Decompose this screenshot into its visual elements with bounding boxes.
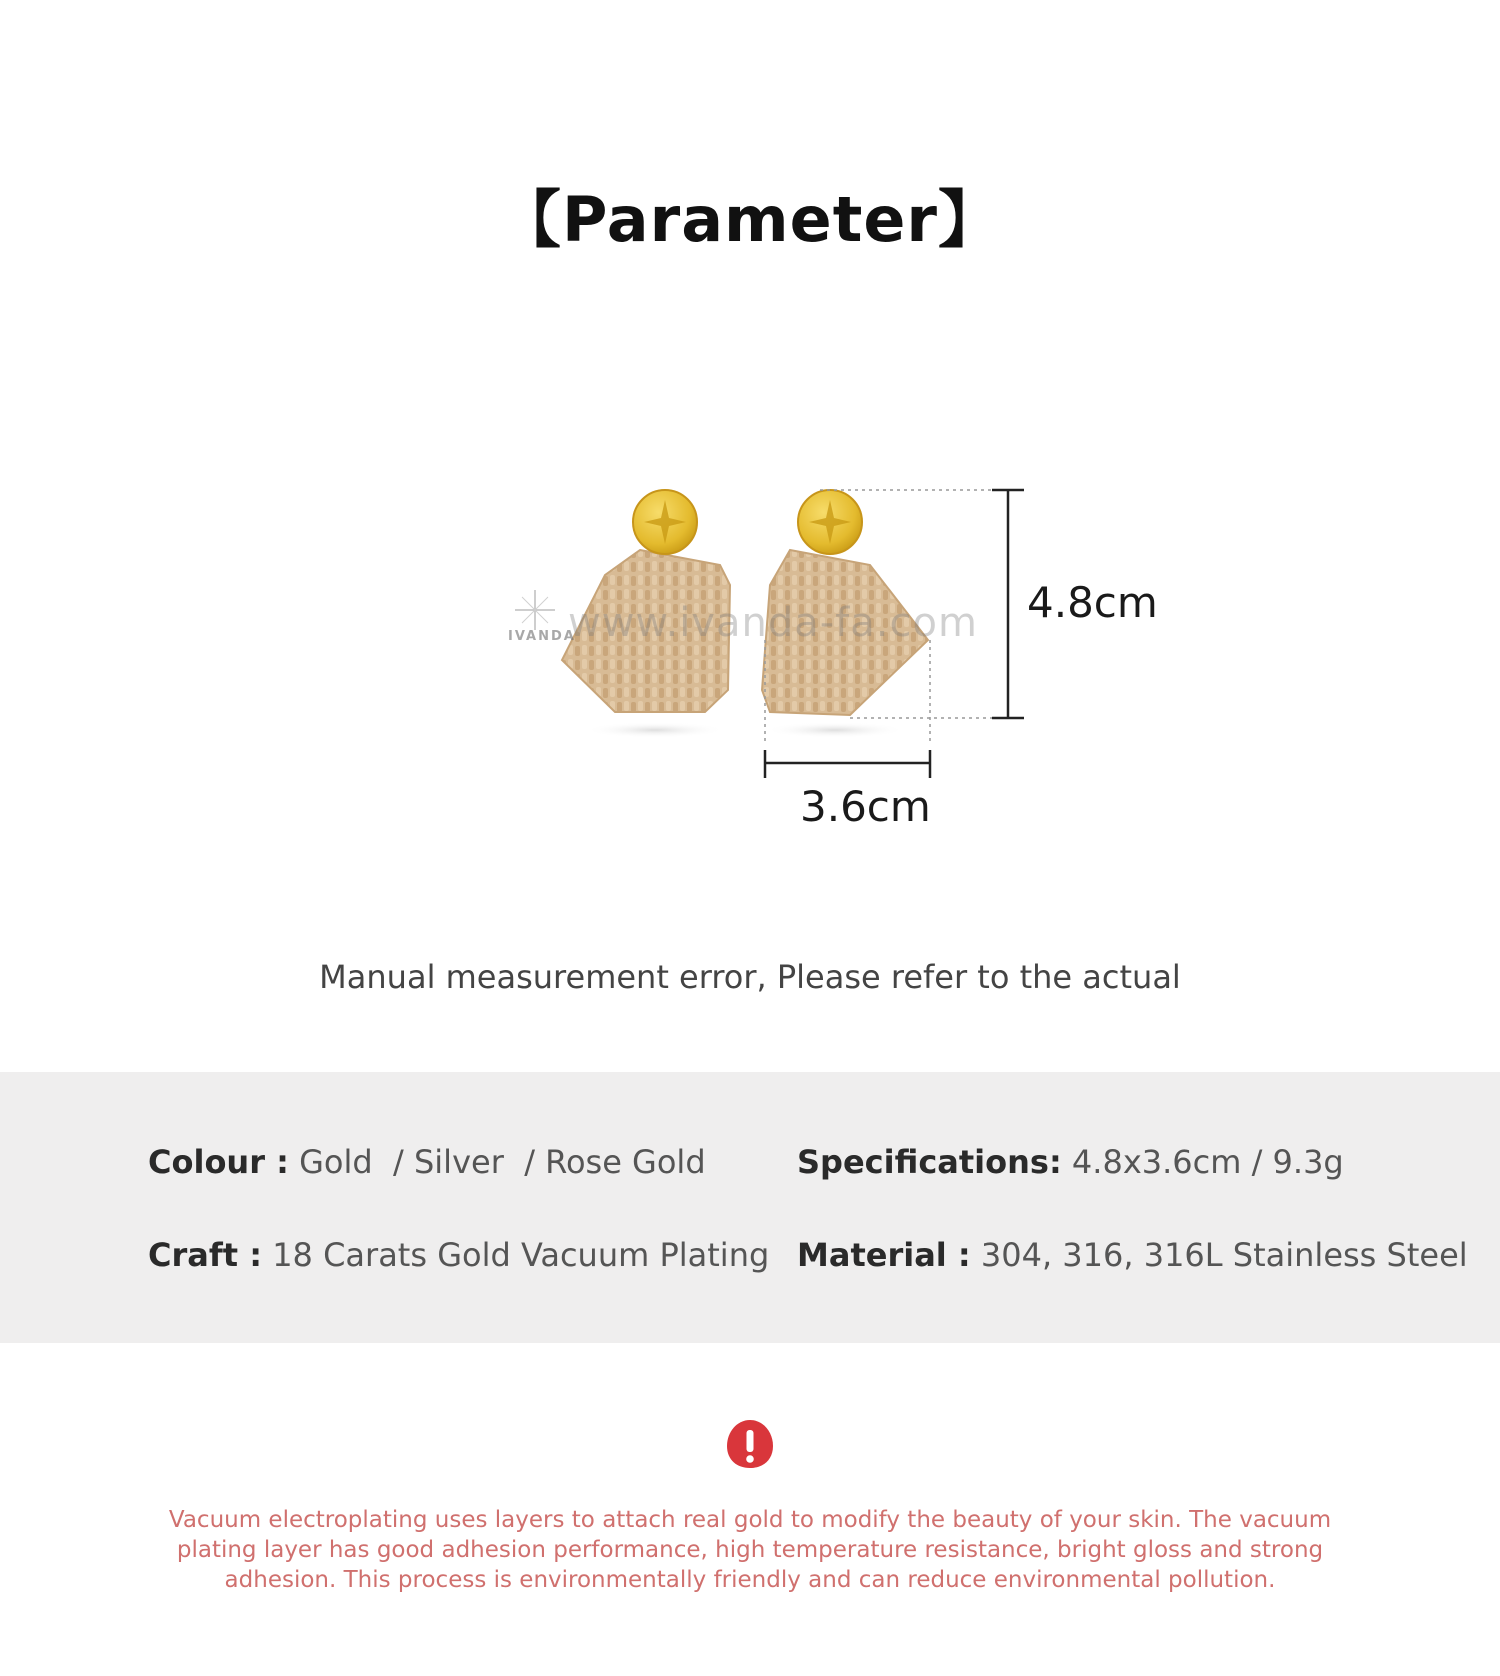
spec-material [797, 1236, 1468, 1274]
watermark-brand: IVANDA [508, 629, 576, 644]
spec-material-label: Material : [797, 1236, 971, 1274]
star-icon [515, 590, 555, 630]
width-label: 3.6cm [800, 782, 931, 831]
plating-disclaimer: Vacuum electroplating uses layers to attach real gold to modify the beauty of your skin. The vacuum plating layer has good adhesion performance, high temperature resistance, bright gloss and strong adhesion. This process is environmentally friendly and can reduce environmental pollution. [168, 1507, 1332, 1593]
spec-colour-value: Gold / Silver / Rose Gold [299, 1143, 706, 1181]
height-label: 4.8cm [1027, 578, 1158, 627]
spec-specifications-value: 4.8x3.6cm / 9.3g [1071, 1143, 1344, 1181]
spec-craft-value: 18 Carats Gold Vacuum Plating [272, 1236, 770, 1274]
spec-specifications-label: Specifications: [797, 1143, 1062, 1181]
watermark-site: www.ivanda-fa.com [568, 600, 978, 646]
spec-material-value: 304, 316, 316L Stainless Steel [980, 1236, 1468, 1274]
page-title: 【Parameter】 [499, 183, 1001, 256]
spec-colour [148, 1143, 706, 1181]
spec-band [0, 1072, 1500, 1343]
spec-craft-label: Craft : [148, 1236, 263, 1274]
spec-colour-label: Colour : [148, 1143, 289, 1181]
spec-craft [148, 1236, 769, 1274]
measurement-note: Manual measurement error, Please refer to the actual [319, 958, 1181, 996]
alert-icon [725, 1418, 775, 1470]
spec-specifications [797, 1143, 1344, 1181]
